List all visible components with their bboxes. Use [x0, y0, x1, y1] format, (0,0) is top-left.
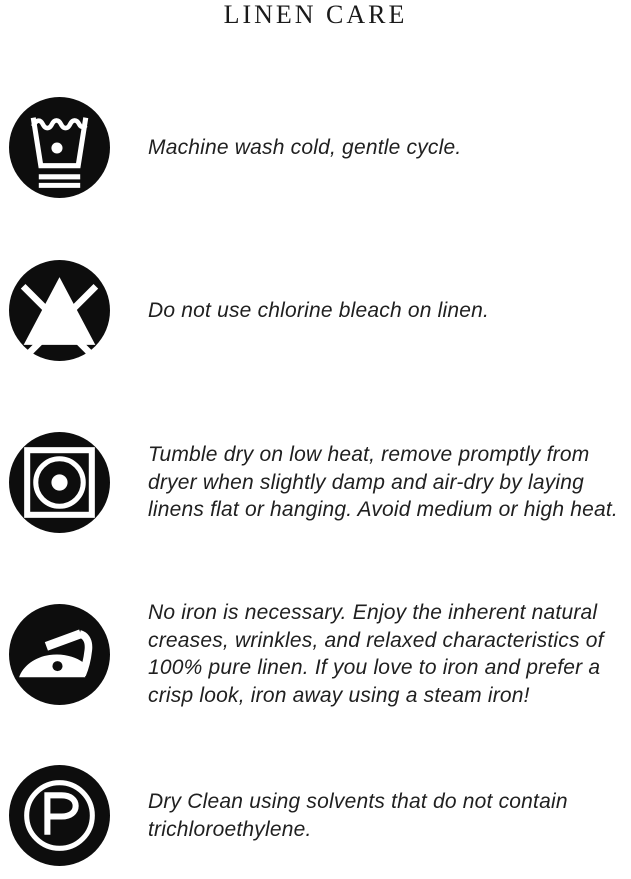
care-text: Tumble dry on low heat, remove promptly from dryer when slightly damp and air-dry by laying linens flat or hanging. Avoid medium or high heat. [148, 443, 618, 522]
care-item-dry-clean [9, 765, 631, 866]
care-item-no-bleach [9, 260, 631, 361]
iron-icon [9, 604, 110, 705]
care-item-tumble-dry [9, 432, 631, 533]
machine-wash-icon [9, 97, 110, 198]
tumble-dry-icon [9, 432, 110, 533]
no-bleach-icon [9, 260, 110, 361]
care-text: Dry Clean using solvents that do not contain trichloroethylene. [148, 790, 568, 841]
care-text: Machine wash cold, gentle cycle. [148, 135, 462, 159]
page-title: LINEN CARE [223, 0, 408, 29]
care-item-iron [9, 599, 631, 709]
care-item-machine-wash [9, 97, 631, 198]
dry-clean-icon [9, 765, 110, 866]
care-text: Do not use chlorine bleach on linen. [148, 298, 490, 322]
care-text: No iron is necessary. Enjoy the inherent natural creases, wrinkles, and relaxed characteristics of 100% pure linen. If you love to iron and prefer a crisp look, iron away using a steam iron! [148, 601, 604, 707]
